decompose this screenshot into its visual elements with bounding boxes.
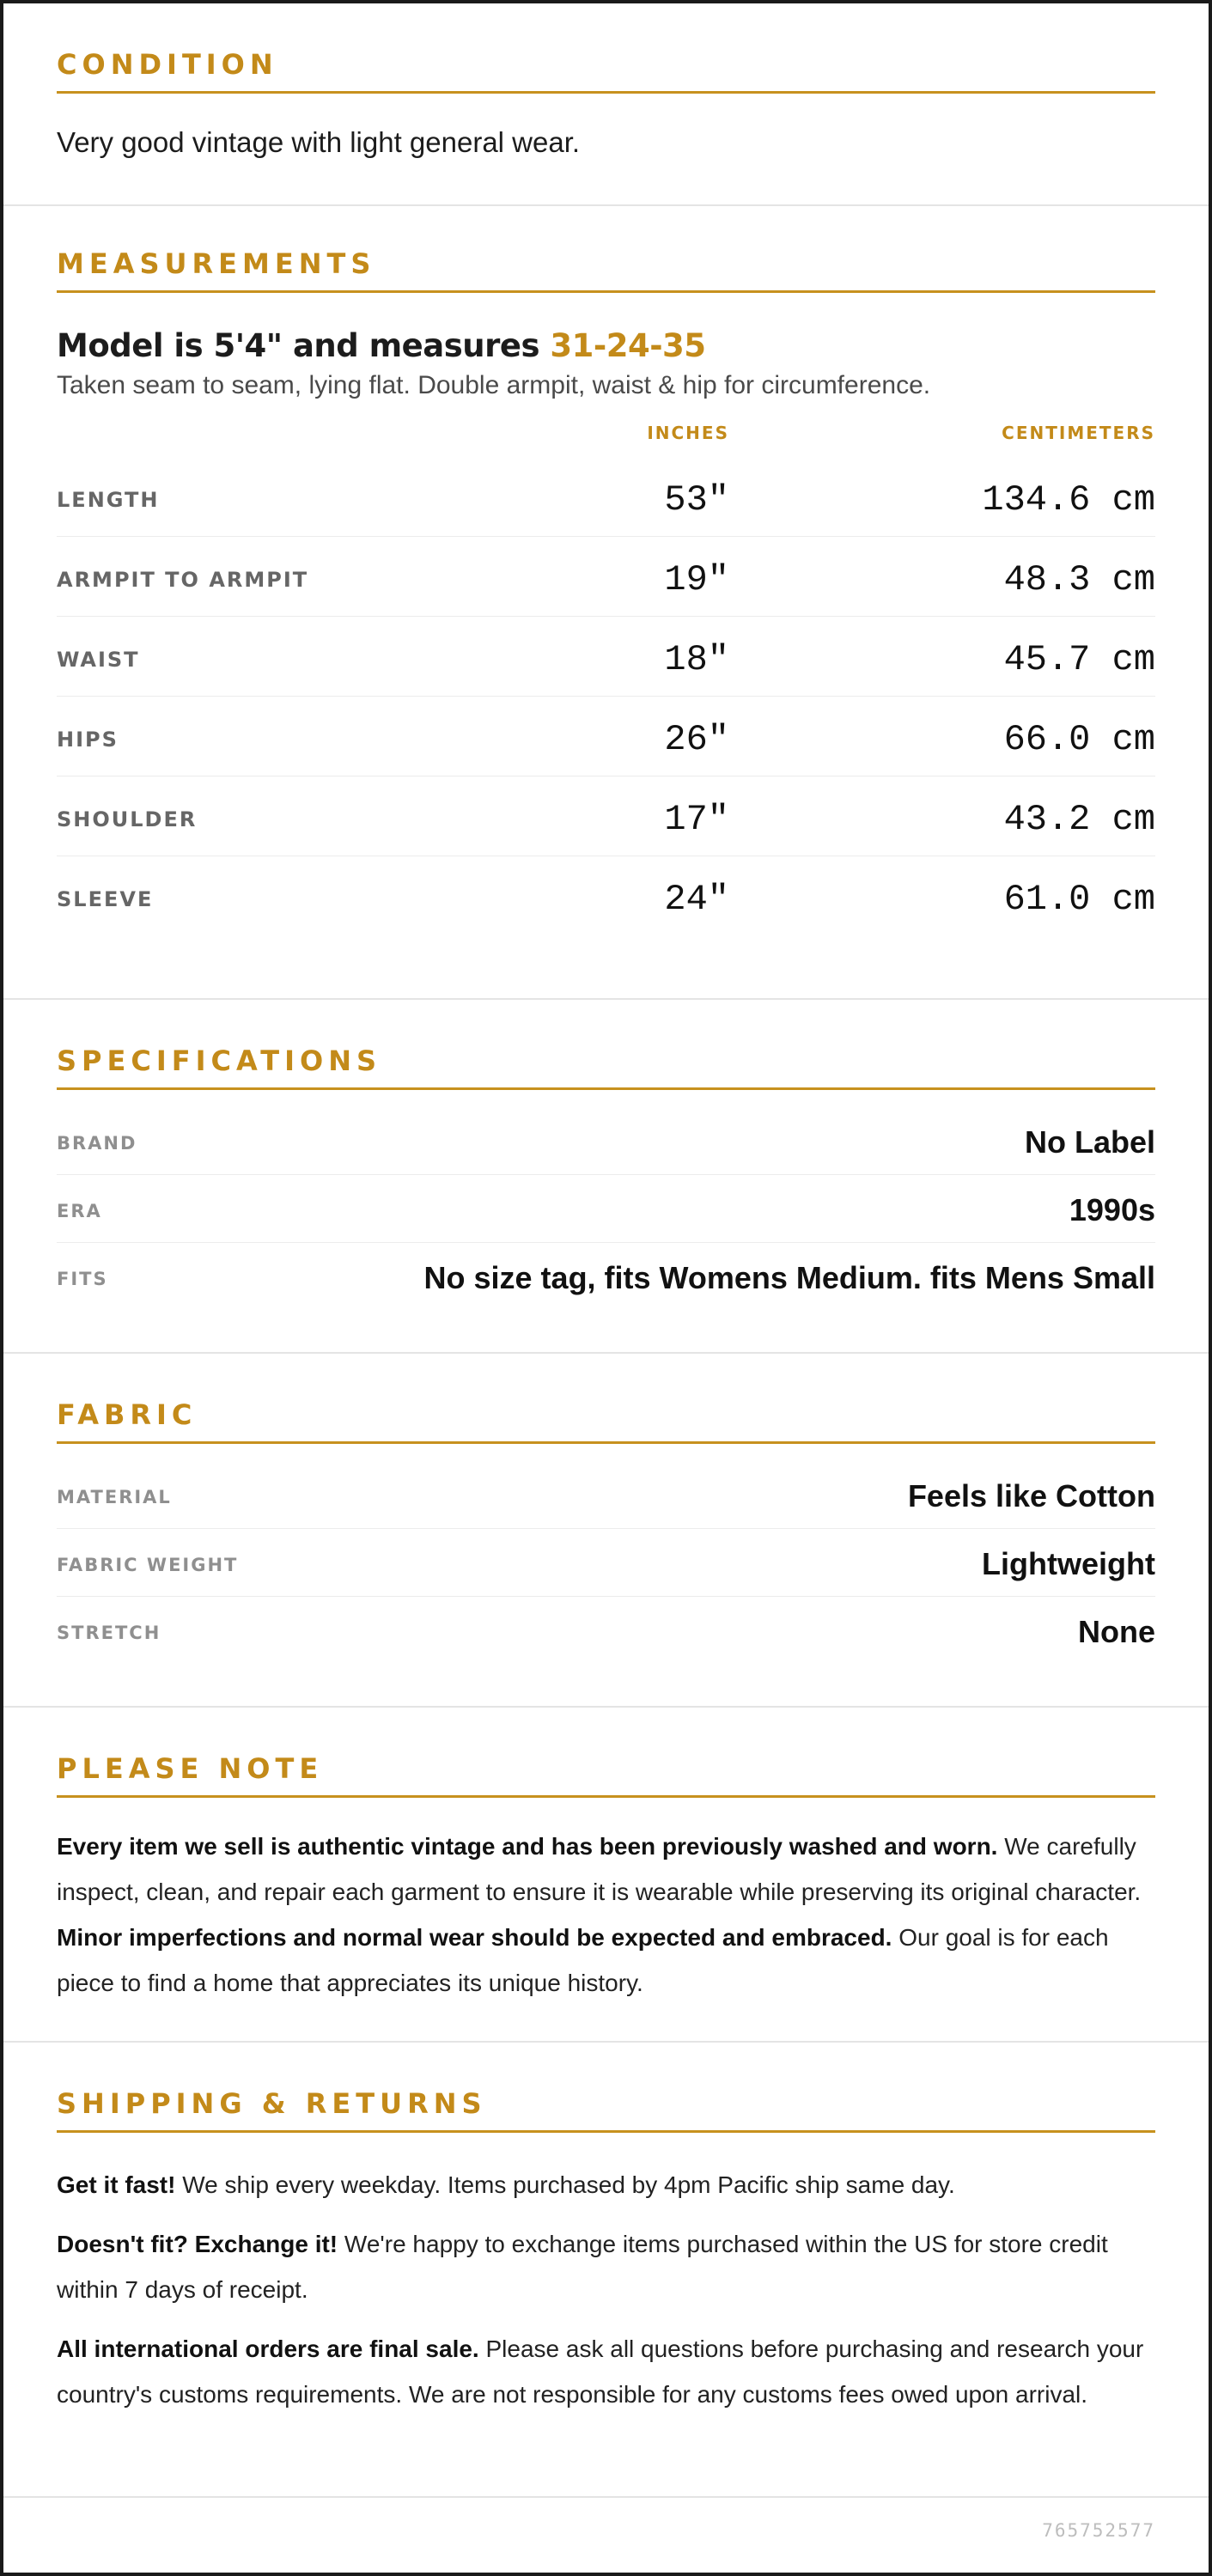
measurement-cm: 66.0 cm [1003,719,1155,760]
international-paragraph [57,2326,1155,2417]
measurement-inches: 24" [664,879,729,920]
measurement-column-headers [57,423,1155,457]
measurement-row [57,776,1155,856]
measurement-row [57,697,1155,776]
fabric-section [3,1354,1209,1708]
spec-value: 1990s [1069,1192,1155,1227]
condition-title: CONDITION [57,48,1155,94]
measurement-cm: 43.2 cm [1003,799,1155,840]
fabric-label: MATERIAL [57,1487,172,1507]
measurement-label: HIPS [57,728,119,752]
exchange-bold: Doesn't fit? Exchange it! [57,2231,338,2257]
please-note-title: PLEASE NOTE [57,1752,1155,1798]
exchange-text: We're happy to exchange items purchased within the US for store credit within 7 days of receipt. [57,2231,1108,2303]
condition-section [3,3,1209,206]
model-prefix: Model is 5'4" and measures [57,327,551,364]
sku-number: 765752577 [1042,2520,1155,2541]
footer [3,2498,1209,2567]
spec-row [57,1107,1155,1175]
fabric-row [57,1529,1155,1597]
exchange-paragraph [57,2221,1155,2312]
shipping-section [3,2043,1209,2498]
spec-row [57,1243,1155,1311]
international-bold: All international orders are final sale. [57,2335,479,2362]
fabric-value: Feels like Cotton [907,1478,1155,1513]
note-bold-2: Minor imperfections and normal wear should be expected and embraced. [57,1924,892,1951]
fabric-label: FABRIC WEIGHT [57,1555,239,1575]
fabric-label: STRETCH [57,1623,161,1643]
note-text-1: We carefully inspect, clean, and repair each garment to ensure it is wearable while preserving its original character. [57,1833,1142,1905]
please-note-text [57,1824,1155,2006]
specifications-title: SPECIFICATIONS [57,1044,1155,1090]
centimeters-header: CENTIMETERS [1002,423,1155,443]
spec-value: No size tag, fits Womens Medium. fits Mens Small [423,1260,1155,1295]
measurement-row [57,537,1155,617]
fabric-value: None [1078,1614,1155,1649]
measurement-row [57,457,1155,537]
condition-text: Very good vintage with light general wear. [57,126,581,158]
product-details-page [3,3,1209,2573]
measurement-cm: 45.7 cm [1003,639,1155,680]
measurement-inches: 18" [664,639,729,680]
shipping-title: SHIPPING & RETURNS [57,2087,1155,2133]
spec-label: BRAND [57,1133,137,1154]
measurement-note: Taken seam to seam, lying flat. Double armpit, waist & hip for circumference. [57,371,931,399]
spec-row [57,1175,1155,1243]
fabric-list [57,1461,1155,1665]
measurement-inches: 53" [664,479,729,521]
model-value: 31-24-35 [550,327,706,364]
fabric-value: Lightweight [982,1546,1155,1581]
international-text: Please ask all questions before purchasing and research your country's customs requirements. We are not responsible for any customs fees owed upon arrival. [57,2335,1144,2408]
measurement-label: SHOULDER [57,807,198,831]
please-note-section [3,1708,1209,2043]
measurement-table [57,457,1155,936]
measurement-row [57,617,1155,697]
inches-header: INCHES [647,423,729,443]
fabric-row [57,1597,1155,1665]
measurement-label: WAIST [57,648,140,672]
shipping-paragraph [57,2162,1155,2208]
spec-label: ERA [57,1201,102,1221]
model-measurements [57,327,1155,364]
spec-value: No Label [1024,1124,1155,1160]
measurement-label: LENGTH [57,488,160,512]
fabric-row [57,1461,1155,1529]
measurements-title: MEASUREMENTS [57,247,1155,293]
measurement-inches: 26" [664,719,729,760]
measurement-inches: 17" [664,799,729,840]
measurement-cm: 61.0 cm [1003,879,1155,920]
fabric-title: FABRIC [57,1398,1155,1444]
measurements-section [3,206,1209,1000]
measurement-cm: 48.3 cm [1003,559,1155,600]
measurement-inches: 19" [664,559,729,600]
specifications-section [3,1000,1209,1354]
specifications-list [57,1107,1155,1311]
note-text-2: Our goal is for each piece to find a home that appreciates its unique history. [57,1924,1109,1996]
shipping-text: We ship every weekday. Items purchased by 4pm Pacific ship same day. [175,2171,955,2198]
measurement-row [57,856,1155,936]
measurement-label: SLEEVE [57,887,154,911]
spec-label: FITS [57,1269,108,1289]
note-bold-1: Every item we sell is authentic vintage and has been previously washed and worn. [57,1833,998,1860]
measurement-label: ARMPIT TO ARMPIT [57,568,309,592]
shipping-bold: Get it fast! [57,2171,176,2198]
measurement-cm: 134.6 cm [982,479,1155,521]
